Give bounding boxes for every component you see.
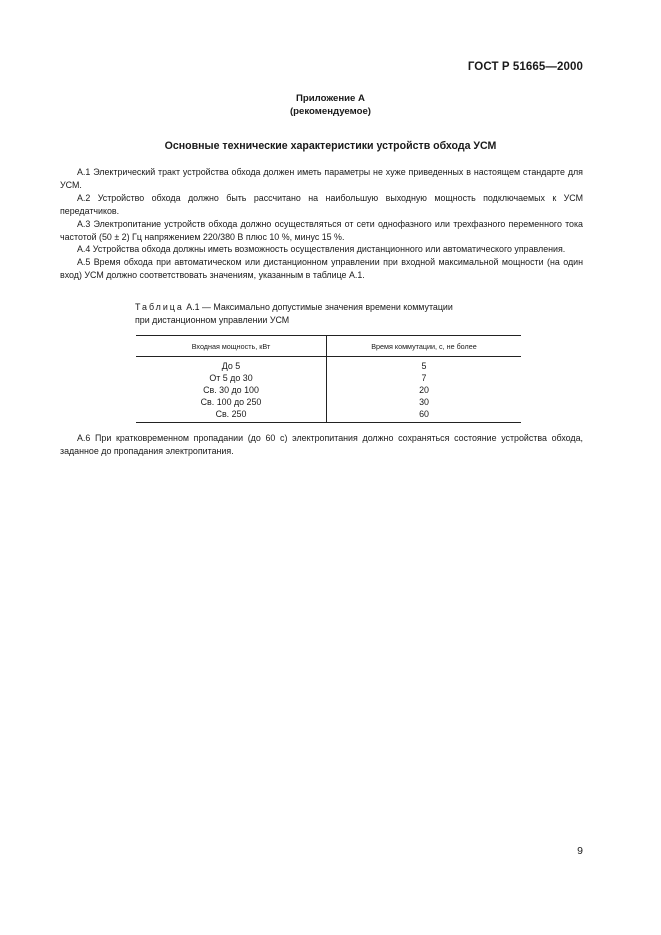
table-row [136,357,521,373]
cell-power: От 5 до 30 [136,372,327,384]
table-row [136,384,521,396]
section-title: Основные технические характеристики устройств обхода УСМ [164,140,497,152]
cell-power: Св. 100 до 250 [136,396,327,408]
paragraph-a4: А.4 Устройства обхода должны иметь возможность осуществления дистанционного или автоматического управления. [77,244,566,255]
page-number: 9 [577,845,583,857]
data-table [136,335,521,423]
annex-title: Приложение А [296,93,365,104]
cell-time: 30 [419,397,429,407]
paragraph-a1: А.1 Электрический тракт устройства обхода должен иметь параметры не хуже приведенных в настоящем стандарте для УСМ. [60,167,583,190]
paragraph-a2: А.2 Устройство обхода должно быть рассчитано на наибольшую выходную мощность подключаемых к УСМ передатчиков. [60,192,583,216]
annex-status: (рекомендуемое) [289,106,371,117]
annex-heading [0,92,661,118]
table-caption-line1: А.1 — Максимально допустимые значения времени коммутации [183,302,453,312]
table-header-row [136,336,521,357]
body-text [60,166,583,282]
cell-power: Св. 250 [136,408,327,423]
paragraph-a3: А.3 Электропитание устройств обхода должно осуществляться от сети однофазного или трехфазного переменного тока частотой (50 ± 2) Гц напряжением 220/380 В плюс 10 %, минус 15 %. [60,218,583,242]
paragraph-a6: А.6 При кратковременном пропадании (до 60 с) электропитания должно сохраняться состояние устройства обхода, заданное до пропадания электропитания. [60,433,583,456]
table-caption-line2: при дистанционном управлении УСМ [135,314,290,325]
table-caption-label: Таблица [135,302,184,312]
table-row [136,396,521,408]
cell-time: 7 [421,373,427,383]
cell-power: До 5 [136,357,327,373]
column-header-power: Входная мощность, кВт [136,336,327,357]
cell-time: 60 [327,408,522,423]
cell-time: 5 [421,361,427,371]
cell-time: 20 [419,385,429,395]
table-caption [135,301,535,327]
table-row [136,372,521,384]
standard-id: ГОСТ Р 51665—2000 [467,61,583,73]
body-text-after-table [60,432,583,458]
table-row [136,408,521,423]
column-header-time: Время коммутации, с, не более [327,336,522,357]
cell-power: Св. 30 до 100 [136,384,327,396]
paragraph-a5: А.5 Время обхода при автоматическом или дистанционном управлении при входной максимальной мощности (на один вход) УСМ должно соответствовать значениям, указанным в таблице А.1. [60,257,583,281]
